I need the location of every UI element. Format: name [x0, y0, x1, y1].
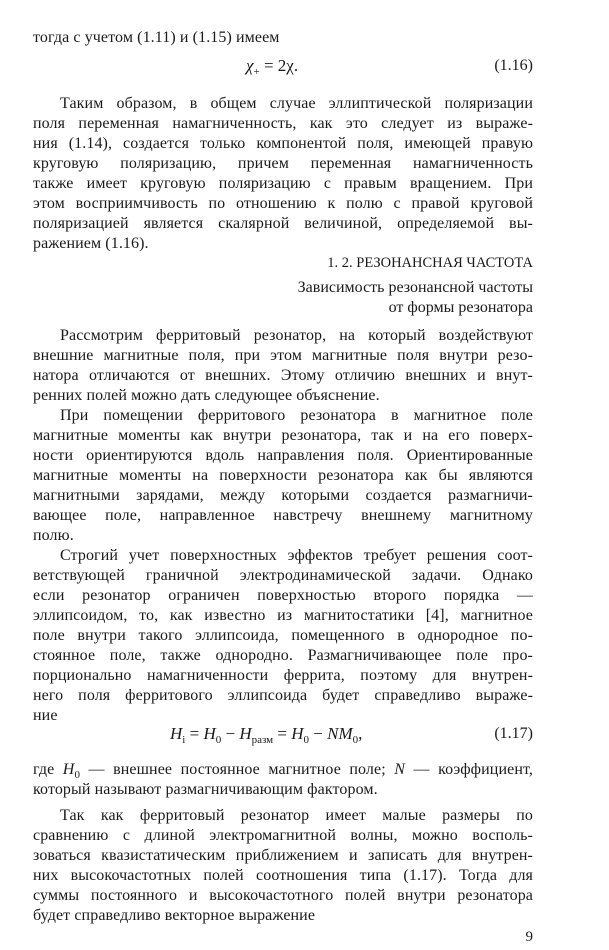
subsection-heading: от формы резонатора — [388, 299, 533, 316]
intro-line: тогда с учетом (1.11) и (1.15) имеем — [33, 29, 280, 46]
text-line: натора отличаются от внешних. Этому отличию внешних и внут- — [33, 367, 533, 384]
text-line: если резонатор ограничен поверхностью второго порядка — — [33, 587, 533, 604]
text-line: Так как ферритовый резонатор имеет малые размеры по — [60, 807, 533, 824]
equation-1-17: $H_i = H_0 - H_{разм} = H_0 - NM_0$, — [170, 724, 363, 746]
text-line: где $H_0$ — внешнее постоянное магнитное поле; N — коэффициент, — [33, 761, 533, 781]
page-number: 9 — [525, 929, 533, 945]
text-line: внешние магнитные поля, при этом магнитные поля внутри резо- — [33, 347, 533, 364]
text-line: ности ориентируются вдоль направления поля. Ориентированные — [33, 447, 533, 464]
text-line: магнитные моменты как внутри резонатора, так и на его поверх- — [33, 427, 533, 444]
equation-number-1-16: (1.16) — [494, 57, 533, 74]
text-line: Таким образом, в общем случае эллиптической поляризации — [60, 95, 533, 112]
text-line: сравнению с длиной электромагнитной волны, можно восполь- — [33, 827, 533, 844]
text-line: который называют размагничивающим фактором. — [33, 781, 378, 798]
text-line: ражением (1.16). — [33, 235, 149, 252]
text-line: суммы постоянного и высокочастотного полей внутри резонатора — [33, 887, 533, 904]
text-line: ренних полей можно дать следующее объяснение. — [33, 387, 380, 404]
text-line: него поля ферритового эллипсоида будет справедливо выраже- — [33, 687, 533, 704]
text-line: вающее поле, направленное навстречу внешнему магнитному — [33, 507, 533, 524]
text-line: них высокочастотных полей соотношения типа (1.17). Тогда для — [33, 867, 533, 884]
text-line: эллипсоидом, то, как известно из магнитостатики [4], магнитное — [33, 607, 533, 624]
subsection-heading: Зависимость резонансной частоты — [297, 279, 533, 296]
text-line: круговую поляризацию, причем переменная намагниченность — [33, 155, 533, 172]
text-line: ветствующей граничной электродинамической задачи. Однако — [33, 567, 533, 584]
text-line: ние — [33, 707, 58, 724]
text-line: магнитные моменты на поверхности резонатора как бы являются — [33, 467, 533, 484]
text-line: поляризацией является скалярной величиной, определяемой вы- — [33, 215, 533, 232]
text-line: будет справедливо векторное выражение — [33, 907, 316, 924]
section-heading: 1. 2. РЕЗОНАНСНАЯ ЧАСТОТА — [327, 255, 533, 271]
equation-1-16: $\chi_+ = 2\chi$. — [246, 56, 299, 78]
text-line: полю. — [33, 527, 74, 544]
text-line: также имеет круговую поляризацию с правым вращением. При — [33, 175, 533, 192]
text-line: поле внутри такого эллипсоида, помещенного в однородное по- — [33, 627, 533, 644]
text-line: Рассмотрим ферритовый резонатор, на который воздействуют — [60, 327, 533, 344]
equation-number-1-17: (1.17) — [494, 725, 533, 742]
text-line: Строгий учет поверхностных эффектов требует решения соот- — [60, 547, 533, 564]
text-line: поля переменная намагниченность, как это следует из выраже- — [33, 115, 533, 132]
text-line: ния (1.14), создается только компонентой поля, имеющей правую — [33, 135, 533, 152]
text-line: зоваться квазистатическим приближением и записать для внутрен- — [33, 847, 533, 864]
text-line: магнитными зарядами, между которыми создается размагничи- — [33, 487, 533, 504]
text-line: стоянное поле, также однородно. Размагничивающее поле про- — [33, 647, 533, 664]
text-line: этом восприимчивость по отношению к полю с правой круговой — [33, 195, 533, 212]
text-line: порционально намагниченности феррита, поэтому для внутрен- — [33, 667, 533, 684]
text-line: При помещении ферритового резонатора в магнитное поле — [60, 407, 533, 424]
